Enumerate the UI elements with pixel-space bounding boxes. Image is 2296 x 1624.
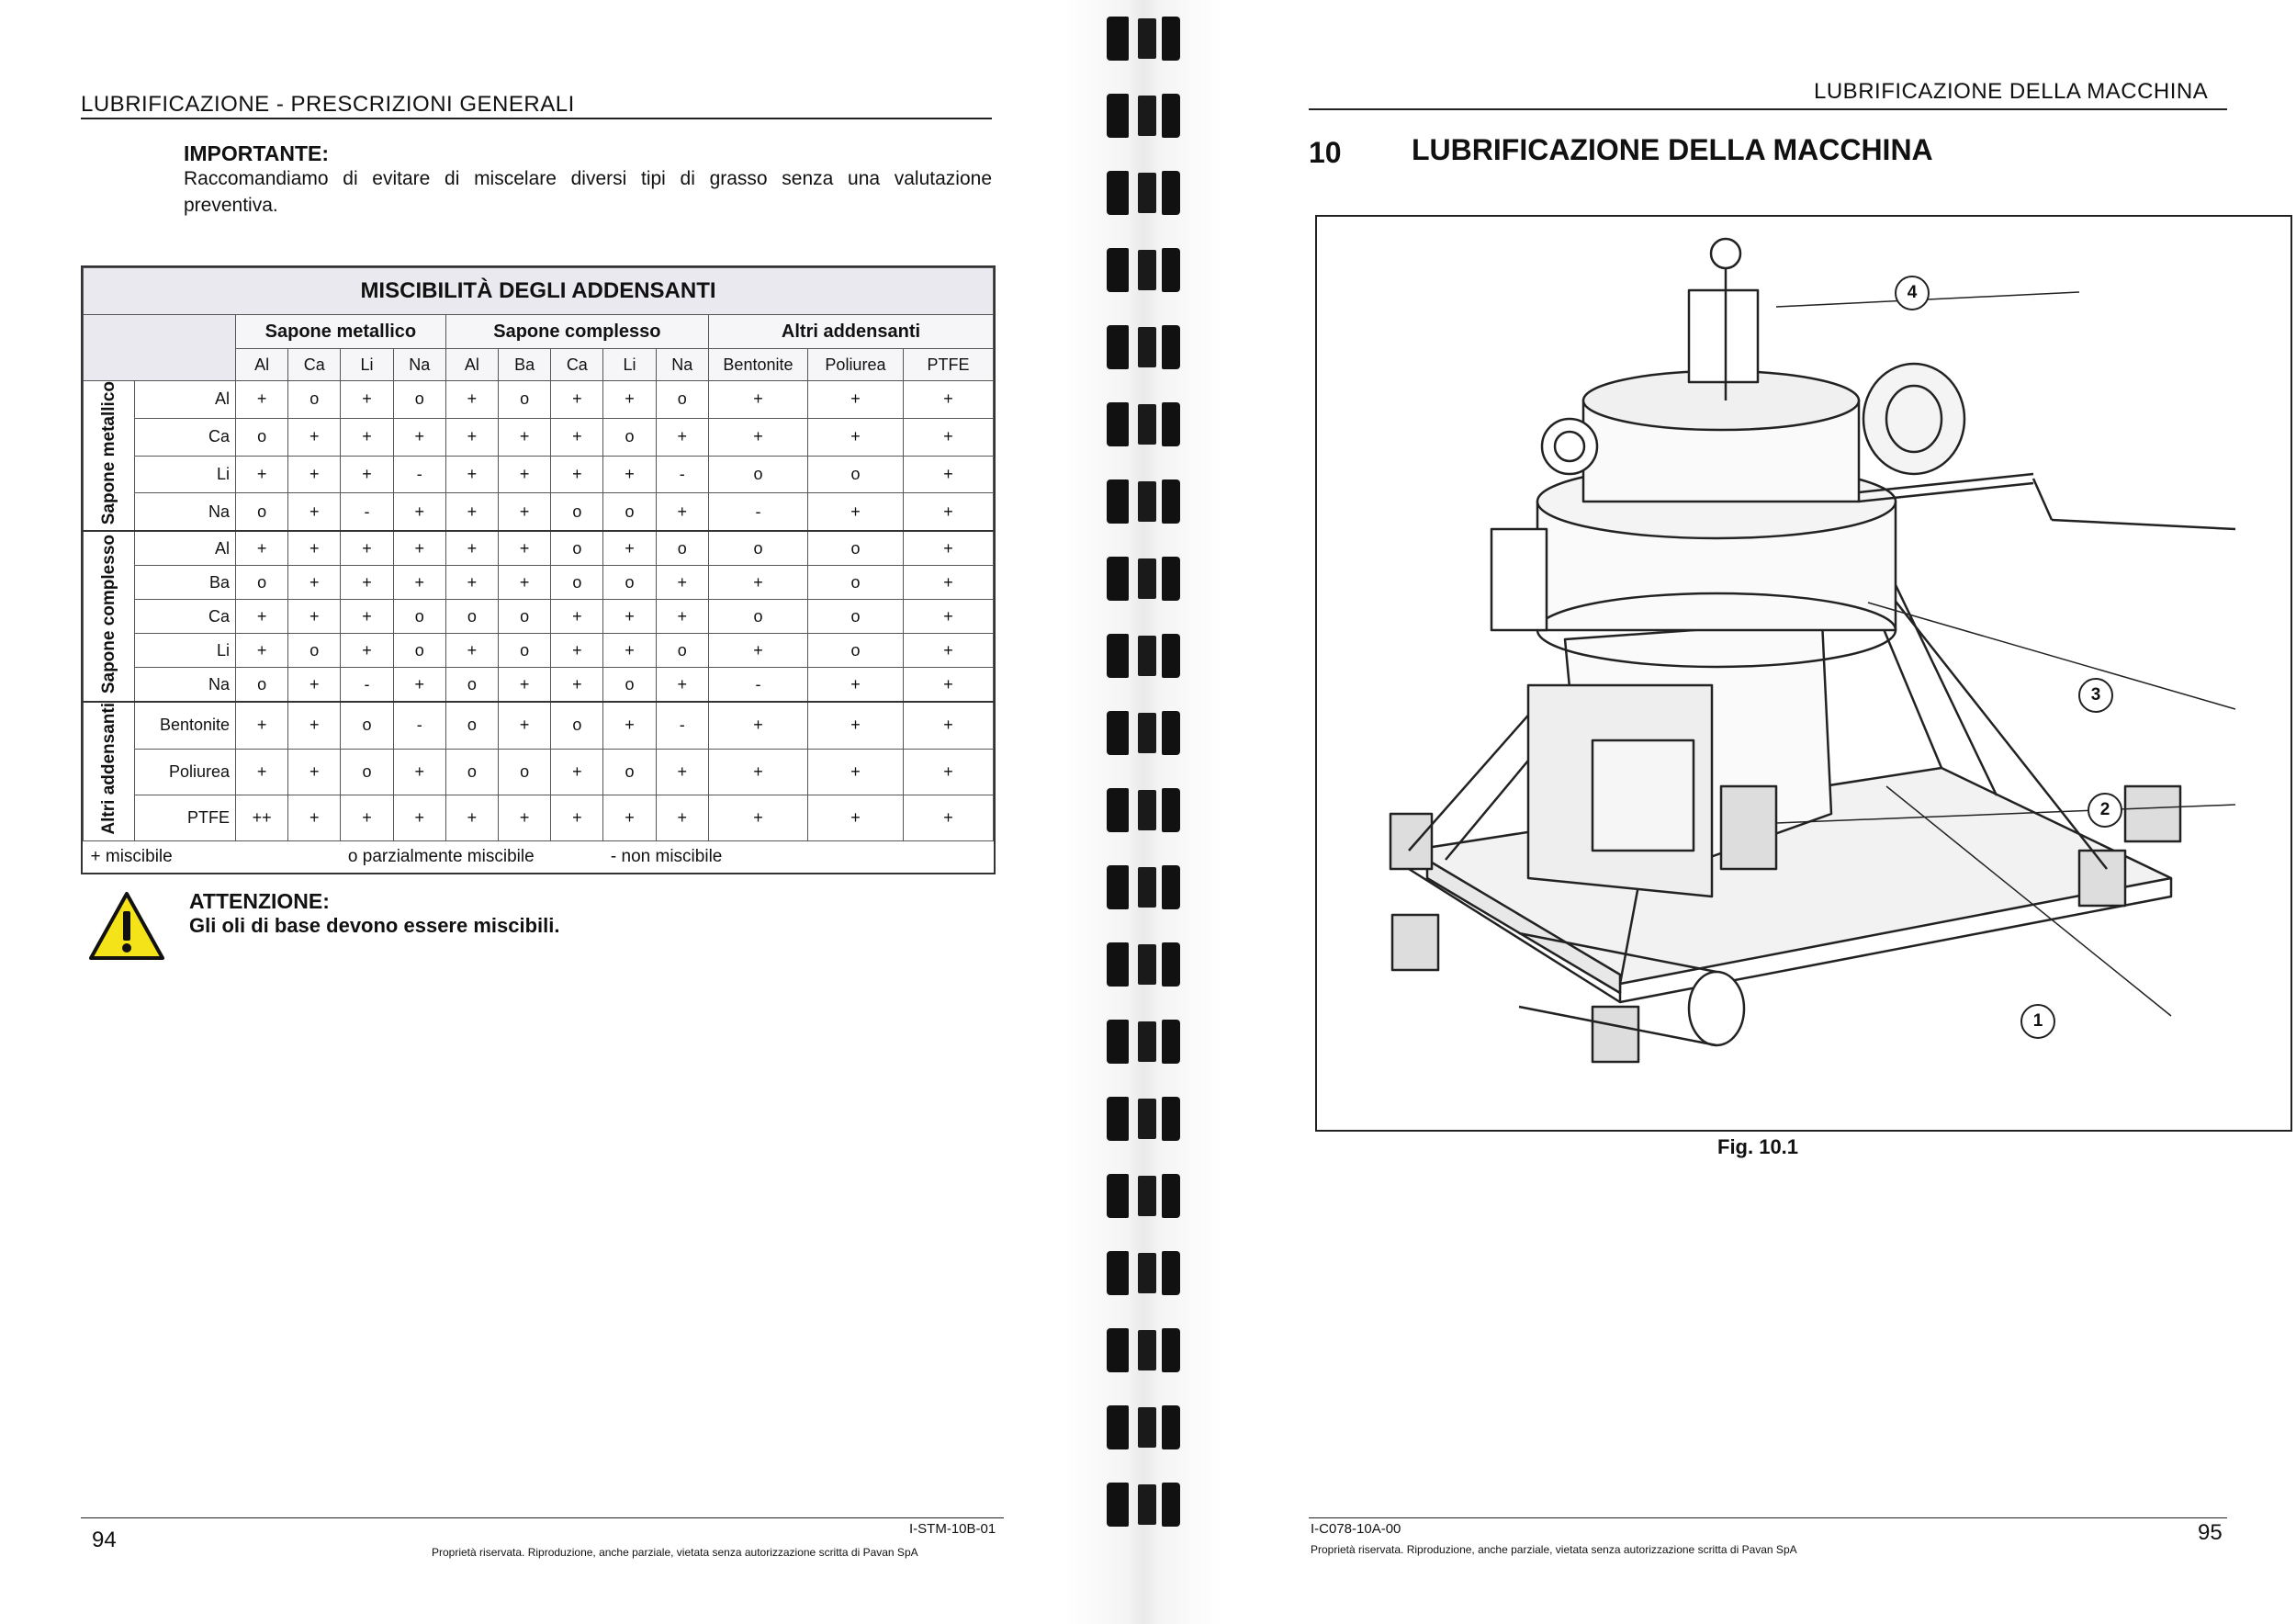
- col-group-header: Sapone complesso: [445, 315, 708, 349]
- table-cell: +: [551, 668, 603, 703]
- table-cell: o: [551, 493, 603, 531]
- right-page-header: LUBRIFICAZIONE DELLA MACCHINA: [1814, 79, 2209, 104]
- table-cell: +: [807, 702, 903, 749]
- table-cell: +: [393, 493, 445, 531]
- table-cell: +: [445, 795, 498, 840]
- table-cell: +: [903, 456, 993, 493]
- table-cell: o: [393, 634, 445, 668]
- table-cell: o: [656, 381, 708, 419]
- left-page-header: LUBRIFICAZIONE - PRESCRIZIONI GENERALI: [81, 92, 575, 117]
- table-cell: -: [708, 668, 807, 703]
- col-header: Na: [393, 349, 445, 381]
- table-cell: o: [603, 668, 656, 703]
- page-number: 94: [92, 1528, 117, 1552]
- binding-ring: [1107, 1097, 1180, 1141]
- right-header-rule: [1309, 108, 2227, 110]
- table-cell: +: [341, 418, 393, 456]
- legend-item: o parzialmente miscibile: [347, 846, 535, 866]
- table-cell: +: [341, 634, 393, 668]
- row-label: Ca: [135, 418, 236, 456]
- callout-2: 2: [2088, 793, 2122, 828]
- table-cell: +: [903, 566, 993, 600]
- table-cell: +: [288, 600, 341, 634]
- table-cell: o: [236, 493, 288, 531]
- binding-ring: [1107, 1174, 1180, 1218]
- binding-ring: [1107, 1483, 1180, 1527]
- machine-drawing: [1317, 217, 2290, 1130]
- attention-text: Gli oli di base devono essere miscibili.: [189, 914, 560, 937]
- legend-item: + miscibile: [90, 846, 173, 866]
- table-cell: +: [393, 531, 445, 566]
- table-cell: +: [499, 531, 551, 566]
- binding-ring: [1107, 171, 1180, 215]
- binding-ring: [1107, 402, 1180, 446]
- row-group-label: [84, 702, 135, 840]
- table-cell: +: [445, 418, 498, 456]
- legend-row: [84, 840, 994, 873]
- table-cell: o: [656, 531, 708, 566]
- row-label: Li: [135, 634, 236, 668]
- binding-ring: [1107, 479, 1180, 524]
- table-row: [84, 493, 994, 531]
- table-cell: +: [288, 493, 341, 531]
- table-cell: +: [236, 634, 288, 668]
- table-corner: [84, 315, 236, 381]
- table-cell: o: [445, 668, 498, 703]
- table-cell: +: [708, 381, 807, 419]
- binding-ring: [1107, 711, 1180, 755]
- table-cell: +: [236, 531, 288, 566]
- table-cell: +: [807, 418, 903, 456]
- table-cell: o: [393, 600, 445, 634]
- table-cell: o: [499, 749, 551, 795]
- col-header: PTFE: [903, 349, 993, 381]
- table-cell: +: [807, 493, 903, 531]
- table-cell: +: [445, 493, 498, 531]
- table-cell: o: [551, 566, 603, 600]
- callout-1: 1: [2020, 1004, 2055, 1039]
- table-cell: o: [551, 531, 603, 566]
- table-cell: -: [708, 493, 807, 531]
- binding-ring: [1107, 325, 1180, 369]
- table-cell: o: [393, 381, 445, 419]
- right-copyright-note: Proprietà riservata. Riproduzione, anche parziale, vietata senza autorizzazione scritta di Pavan SpA: [1311, 1543, 1797, 1556]
- table-cell: +: [393, 668, 445, 703]
- table-cell: +: [708, 749, 807, 795]
- table-row: [84, 600, 994, 634]
- table-title: MISCIBILITÀ DEGLI ADDENSANTI: [84, 268, 994, 315]
- table-cell: o: [445, 600, 498, 634]
- col-header: Ba: [499, 349, 551, 381]
- binding-ring: [1107, 557, 1180, 601]
- table-cell: +: [236, 600, 288, 634]
- col-group-header: Sapone metallico: [236, 315, 446, 349]
- table-cell: +: [807, 668, 903, 703]
- table-cell: +: [551, 418, 603, 456]
- table-cell: o: [445, 702, 498, 749]
- col-header: Ca: [288, 349, 341, 381]
- right-doc-code: I-C078-10A-00: [1311, 1521, 1401, 1537]
- table-cell: +: [288, 566, 341, 600]
- col-header: Bentonite: [708, 349, 807, 381]
- table-cell: +: [445, 456, 498, 493]
- table-cell: +: [341, 456, 393, 493]
- callout-3: 3: [2078, 678, 2113, 713]
- table-cell: +: [656, 418, 708, 456]
- table-cell: +: [903, 668, 993, 703]
- table-cell: -: [393, 702, 445, 749]
- table-cell: +: [603, 795, 656, 840]
- table-cell: o: [807, 600, 903, 634]
- binding-ring: [1107, 94, 1180, 138]
- table-cell: +: [499, 493, 551, 531]
- table-cell: o: [807, 531, 903, 566]
- table-cell: +: [288, 749, 341, 795]
- table-cell: o: [603, 749, 656, 795]
- table-cell: +: [499, 795, 551, 840]
- chapter-number: 10: [1309, 136, 1342, 169]
- table-cell: +: [288, 456, 341, 493]
- table-cell: +: [603, 600, 656, 634]
- table-cell: o: [551, 702, 603, 749]
- copyright-note: Proprietà riservata. Riproduzione, anche parziale, vietata senza autorizzazione scritta di Pavan SpA: [432, 1546, 918, 1559]
- row-label: Bentonite: [135, 702, 236, 749]
- table-cell: o: [603, 493, 656, 531]
- binding-ring: [1107, 788, 1180, 832]
- table-cell: +: [288, 702, 341, 749]
- table-cell: +: [656, 668, 708, 703]
- table-cell: +: [903, 795, 993, 840]
- table-row: [84, 668, 994, 703]
- attention-label: ATTENZIONE:: [189, 889, 330, 913]
- table-cell: o: [341, 702, 393, 749]
- table-cell: +: [708, 566, 807, 600]
- binding-ring: [1107, 1328, 1180, 1372]
- table-cell: -: [341, 493, 393, 531]
- table-cell: o: [603, 418, 656, 456]
- figure-caption: Fig. 10.1: [1717, 1135, 1799, 1158]
- table-cell: +: [903, 600, 993, 634]
- table-cell: -: [656, 456, 708, 493]
- row-label: Na: [135, 668, 236, 703]
- machine-figure: [1315, 215, 2292, 1132]
- table-cell: +: [288, 795, 341, 840]
- row-label: Na: [135, 493, 236, 531]
- miscibility-table: [81, 265, 996, 874]
- table-cell: +: [393, 795, 445, 840]
- binding-ring: [1107, 248, 1180, 292]
- table-cell: +: [393, 418, 445, 456]
- table-cell: +: [499, 702, 551, 749]
- row-label: PTFE: [135, 795, 236, 840]
- table-row: [84, 531, 994, 566]
- row-label: Ca: [135, 600, 236, 634]
- binding-ring: [1107, 942, 1180, 987]
- table-cell: +: [288, 531, 341, 566]
- row-label: Li: [135, 456, 236, 493]
- table-cell: +: [656, 566, 708, 600]
- table-cell: +: [603, 456, 656, 493]
- binding-ring: [1107, 865, 1180, 909]
- legend-item: - non miscibile: [610, 846, 723, 866]
- table-cell: +: [708, 702, 807, 749]
- table-cell: +: [341, 531, 393, 566]
- important-label: IMPORTANTE:: [184, 141, 330, 165]
- table-cell: ++: [236, 795, 288, 840]
- col-header: Na: [656, 349, 708, 381]
- table-cell: o: [236, 668, 288, 703]
- table-row: [84, 634, 994, 668]
- table-cell: +: [656, 600, 708, 634]
- right-page-number: 95: [2198, 1520, 2223, 1545]
- table-cell: +: [445, 531, 498, 566]
- table-cell: o: [708, 531, 807, 566]
- table-cell: +: [903, 634, 993, 668]
- table-cell: o: [499, 600, 551, 634]
- table-cell: +: [393, 749, 445, 795]
- table-cell: +: [288, 418, 341, 456]
- table-cell: o: [807, 566, 903, 600]
- table-cell: +: [499, 456, 551, 493]
- table-cell: +: [551, 795, 603, 840]
- table-cell: o: [807, 634, 903, 668]
- col-header: Li: [603, 349, 656, 381]
- table-cell: -: [341, 668, 393, 703]
- table-cell: o: [288, 381, 341, 419]
- table-cell: o: [445, 749, 498, 795]
- table-cell: +: [656, 795, 708, 840]
- table-cell: +: [393, 566, 445, 600]
- table-cell: o: [236, 566, 288, 600]
- table-cell: o: [603, 566, 656, 600]
- table-cell: +: [445, 381, 498, 419]
- table-cell: +: [656, 749, 708, 795]
- table-cell: +: [236, 749, 288, 795]
- chapter-title: LUBRIFICAZIONE DELLA MACCHINA: [1412, 133, 1933, 166]
- table-cell: o: [708, 456, 807, 493]
- table-cell: +: [807, 749, 903, 795]
- col-header: Al: [236, 349, 288, 381]
- row-group-label: [84, 531, 135, 702]
- table-cell: +: [603, 531, 656, 566]
- table-cell: +: [236, 381, 288, 419]
- col-header: Poliurea: [807, 349, 903, 381]
- table-cell: +: [603, 702, 656, 749]
- table-cell: +: [499, 668, 551, 703]
- binding-ring: [1107, 634, 1180, 678]
- table-cell: +: [903, 493, 993, 531]
- table-cell: -: [656, 702, 708, 749]
- binding-ring: [1107, 1251, 1180, 1295]
- table-row: [84, 566, 994, 600]
- row-label: Al: [135, 531, 236, 566]
- warning-triangle-icon: [88, 891, 165, 961]
- table-cell: +: [807, 381, 903, 419]
- col-header: Li: [341, 349, 393, 381]
- header-rule: [81, 118, 992, 119]
- table-cell: +: [499, 566, 551, 600]
- table-cell: +: [903, 381, 993, 419]
- left-page: [0, 0, 1065, 1624]
- table-cell: o: [341, 749, 393, 795]
- table-cell: +: [551, 381, 603, 419]
- row-group-label: [84, 381, 135, 532]
- table-row: [84, 795, 994, 840]
- table-cell: o: [499, 381, 551, 419]
- right-footer-rule: [1309, 1517, 2227, 1518]
- table-cell: +: [341, 381, 393, 419]
- row-group-label-text: Sapone complesso: [98, 534, 118, 694]
- table-cell: +: [551, 456, 603, 493]
- table-cell: +: [903, 418, 993, 456]
- table-cell: +: [341, 566, 393, 600]
- table-cell: +: [341, 600, 393, 634]
- table-cell: +: [236, 702, 288, 749]
- row-label: Ba: [135, 566, 236, 600]
- callout-4: 4: [1895, 276, 1930, 310]
- table-cell: +: [551, 749, 603, 795]
- binding-ring: [1107, 1020, 1180, 1064]
- table-cell: +: [708, 418, 807, 456]
- table-cell: o: [499, 634, 551, 668]
- table-row: [84, 381, 994, 419]
- row-label: Al: [135, 381, 236, 419]
- table-cell: +: [551, 600, 603, 634]
- table-cell: +: [499, 418, 551, 456]
- important-text: Raccomandiamo di evitare di miscelare diversi tipi di grasso senza una valutazione preventiva.: [184, 168, 992, 216]
- table-cell: o: [656, 634, 708, 668]
- col-header: Ca: [551, 349, 603, 381]
- table-cell: +: [708, 634, 807, 668]
- table-row: [84, 456, 994, 493]
- row-label: Poliurea: [135, 749, 236, 795]
- table-row: [84, 418, 994, 456]
- table-cell: +: [708, 795, 807, 840]
- table-cell: +: [656, 493, 708, 531]
- footer-rule: [81, 1517, 1004, 1518]
- row-group-label-text: Altri addensanti: [98, 703, 118, 835]
- table-row: [84, 702, 994, 749]
- col-group-header: Altri addensanti: [708, 315, 993, 349]
- table-cell: +: [807, 795, 903, 840]
- table-cell: +: [551, 634, 603, 668]
- table-cell: +: [603, 634, 656, 668]
- table-cell: o: [807, 456, 903, 493]
- table-row: [84, 749, 994, 795]
- table-cell: o: [708, 600, 807, 634]
- binding-ring: [1107, 17, 1180, 61]
- table-cell: +: [288, 668, 341, 703]
- table-cell: +: [903, 702, 993, 749]
- doc-code: I-STM-10B-01: [909, 1521, 996, 1537]
- table-cell: o: [288, 634, 341, 668]
- table-cell: +: [445, 566, 498, 600]
- table-cell: +: [341, 795, 393, 840]
- table-cell: +: [903, 531, 993, 566]
- table-cell: o: [236, 418, 288, 456]
- table-cell: +: [445, 634, 498, 668]
- binding-ring: [1107, 1405, 1180, 1449]
- col-header: Al: [445, 349, 498, 381]
- table-cell: -: [393, 456, 445, 493]
- row-group-label-text: Sapone metallico: [98, 381, 118, 525]
- table-cell: +: [603, 381, 656, 419]
- table-cell: +: [236, 456, 288, 493]
- table-cell: +: [903, 749, 993, 795]
